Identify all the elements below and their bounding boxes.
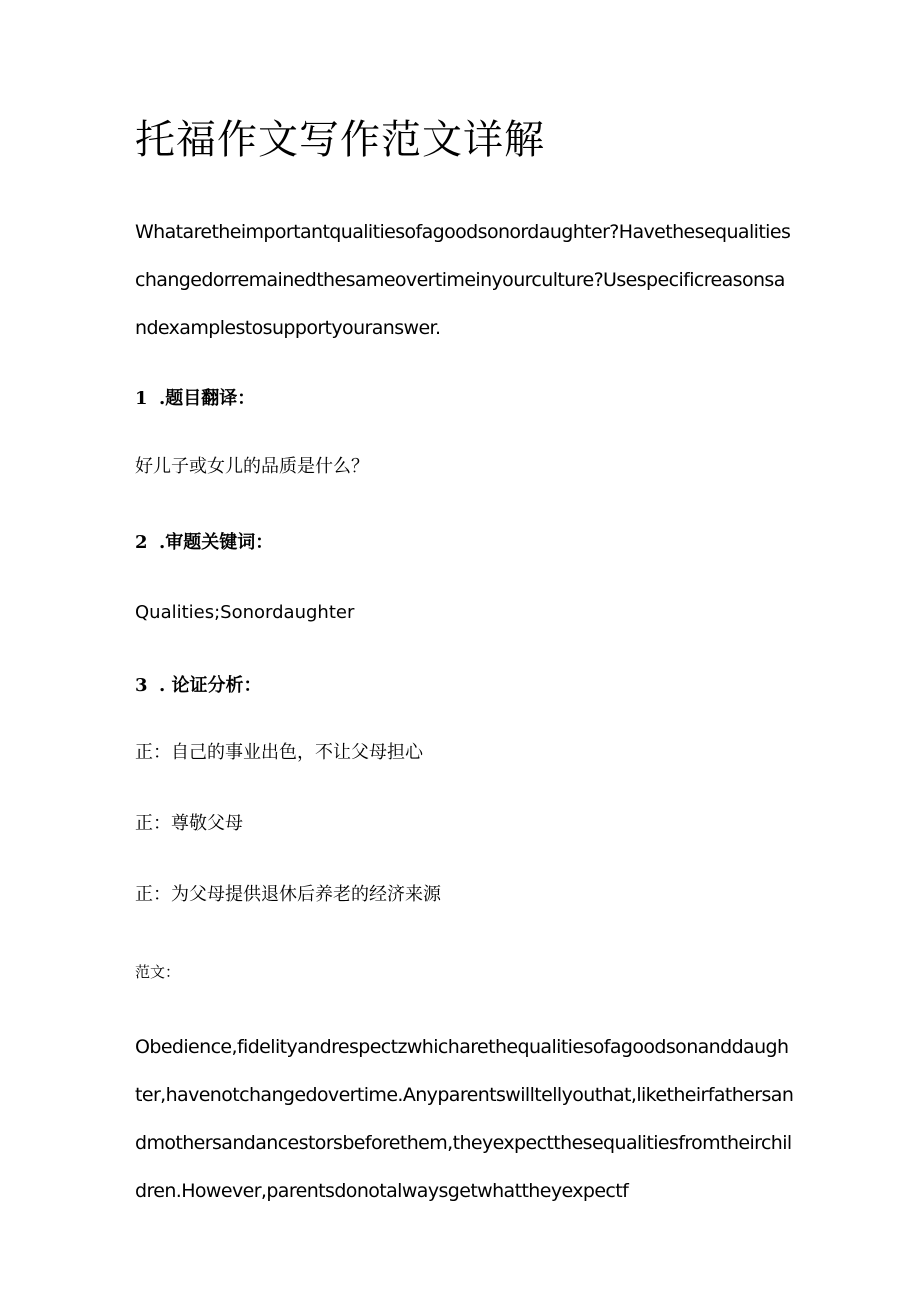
analysis-point: 正：自己的事业出色，不让父母担心: [135, 742, 423, 763]
analysis-point: 正：尊敬父母: [135, 813, 243, 834]
section-heading-translation: [135, 386, 255, 412]
section-number: 2: [135, 532, 148, 553]
essay-label: 范文：: [135, 963, 181, 981]
section-heading-analysis: [135, 673, 262, 699]
section-number: 3: [135, 675, 148, 696]
section-title: .题目翻译：: [159, 388, 256, 409]
essay-prompt: Whataretheimportantqualitiesofagoodsonordaughter?Havethesequalitieschangedorremainedthesameovertimeinyourculture?Usespecificreasonsandexamplestosupportyouranswer.: [135, 221, 791, 339]
section-number: 1: [135, 388, 148, 409]
essay-body: Obedience,fidelityandrespectzwhicharethequalitiesofagoodsonanddaughter,havenotchangedovertime.Anyparentswilltellyouthat,liketheirfathersandmothersandancestorsbeforethem,theyexpectthesequalitiesfromtheirchildren.However,parentsdonotalwaysgetwhattheyexpectf: [135, 1036, 794, 1202]
translation-text: 好儿子或女儿的品质是什么？: [135, 456, 369, 477]
section-title: .审题关键词：: [159, 532, 274, 553]
keywords-text: Qualities;Sonordaughter: [135, 602, 355, 623]
page-title: 托福作文写作范文详解: [135, 117, 545, 163]
analysis-point: 正：为父母提供退休后养老的经济来源: [135, 884, 441, 905]
section-heading-keywords: [135, 530, 273, 556]
section-title: . 论证分析：: [159, 675, 262, 696]
